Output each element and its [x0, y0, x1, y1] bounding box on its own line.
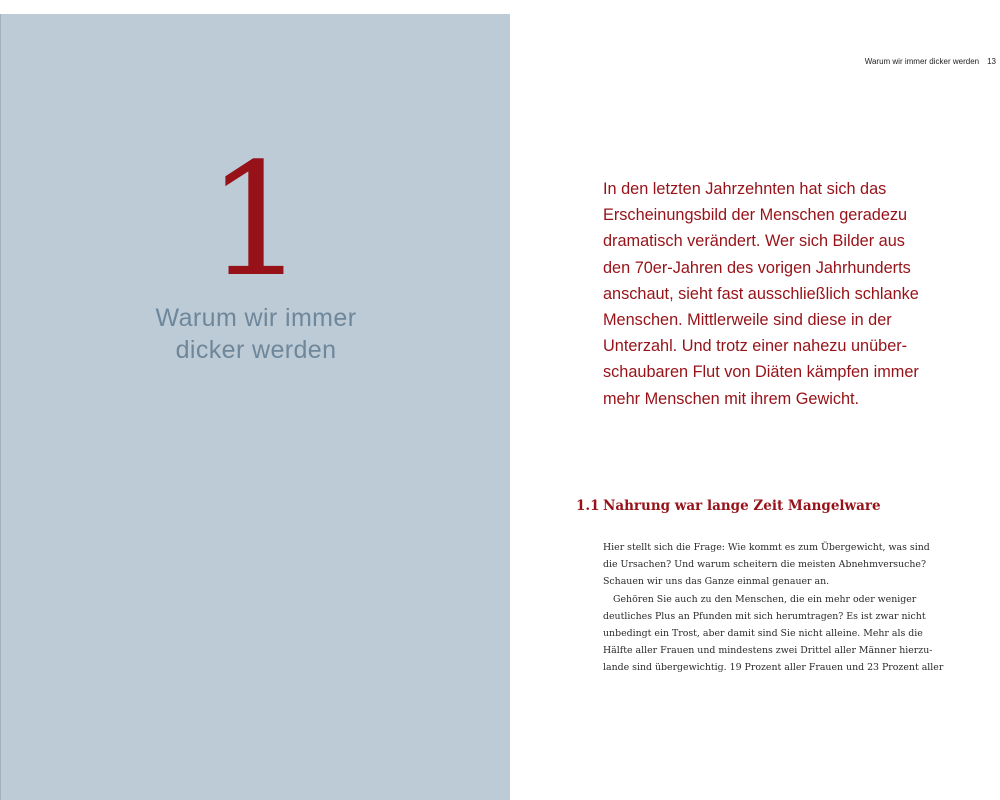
section-number: 1.1 — [576, 498, 600, 514]
intro-line: Erscheinungsbild der Menschen geradezu — [603, 206, 908, 225]
section-title: Nahrung war lange Zeit Mangelware — [603, 498, 881, 514]
section-heading — [576, 498, 881, 514]
intro-line: Menschen. Mittlerweile sind diese in der — [603, 311, 892, 330]
body-line: die Ursachen? Und warum scheitern die meisten Abnehmversuche? — [603, 559, 927, 571]
body-line: Gehören Sie auch zu den Menschen, die ein mehr oder weniger — [613, 593, 917, 605]
body-line: lande sind übergewichtig. 19 Prozent aller Frauen und 23 Prozent aller — [603, 662, 944, 674]
chapter-opener-page — [0, 14, 510, 800]
intro-line: Unterzahl. Und trotz einer nahezu unüber- — [603, 337, 908, 356]
body-line: deutliches Plus an Pfunden mit sich herumtragen? Es ist zwar nicht — [603, 610, 926, 622]
chapter-title — [1, 302, 511, 366]
intro-line: schaubaren Flut von Diäten kämpfen immer — [603, 363, 919, 382]
page-number: 13 — [987, 57, 996, 66]
running-head-title: Warum wir immer dicker werden — [864, 57, 980, 66]
running-head — [800, 57, 996, 66]
intro-line: dramatisch verändert. Wer sich Bilder aus — [603, 232, 905, 251]
body-line: Schauen wir uns das Ganze einmal genauer an. — [603, 576, 830, 588]
chapter-intro — [603, 176, 975, 412]
intro-line: den 70er-Jahren des vorigen Jahrhunderts — [603, 258, 911, 277]
chapter-number: 1 — [206, 129, 306, 311]
chapter-title-line: dicker werden — [175, 336, 337, 364]
body-line: unbedingt ein Trost, aber damit sind Sie nicht alleine. Mehr als die — [603, 628, 923, 640]
intro-line: In den letzten Jahrzehnten hat sich das — [603, 180, 887, 198]
chapter-title-line: Warum wir immer — [155, 304, 357, 332]
body-line: Hier stellt sich die Frage: Wie kommt es zum Übergewicht, was sind — [603, 542, 930, 553]
intro-line: mehr Menschen mit ihrem Gewicht. — [603, 389, 860, 408]
body-text — [603, 539, 963, 677]
intro-line: anschaut, sieht fast ausschließlich schlanke — [603, 284, 919, 303]
body-line: Hälfte aller Frauen und mindestens zwei Drittel aller Männer hierzu- — [603, 645, 933, 657]
